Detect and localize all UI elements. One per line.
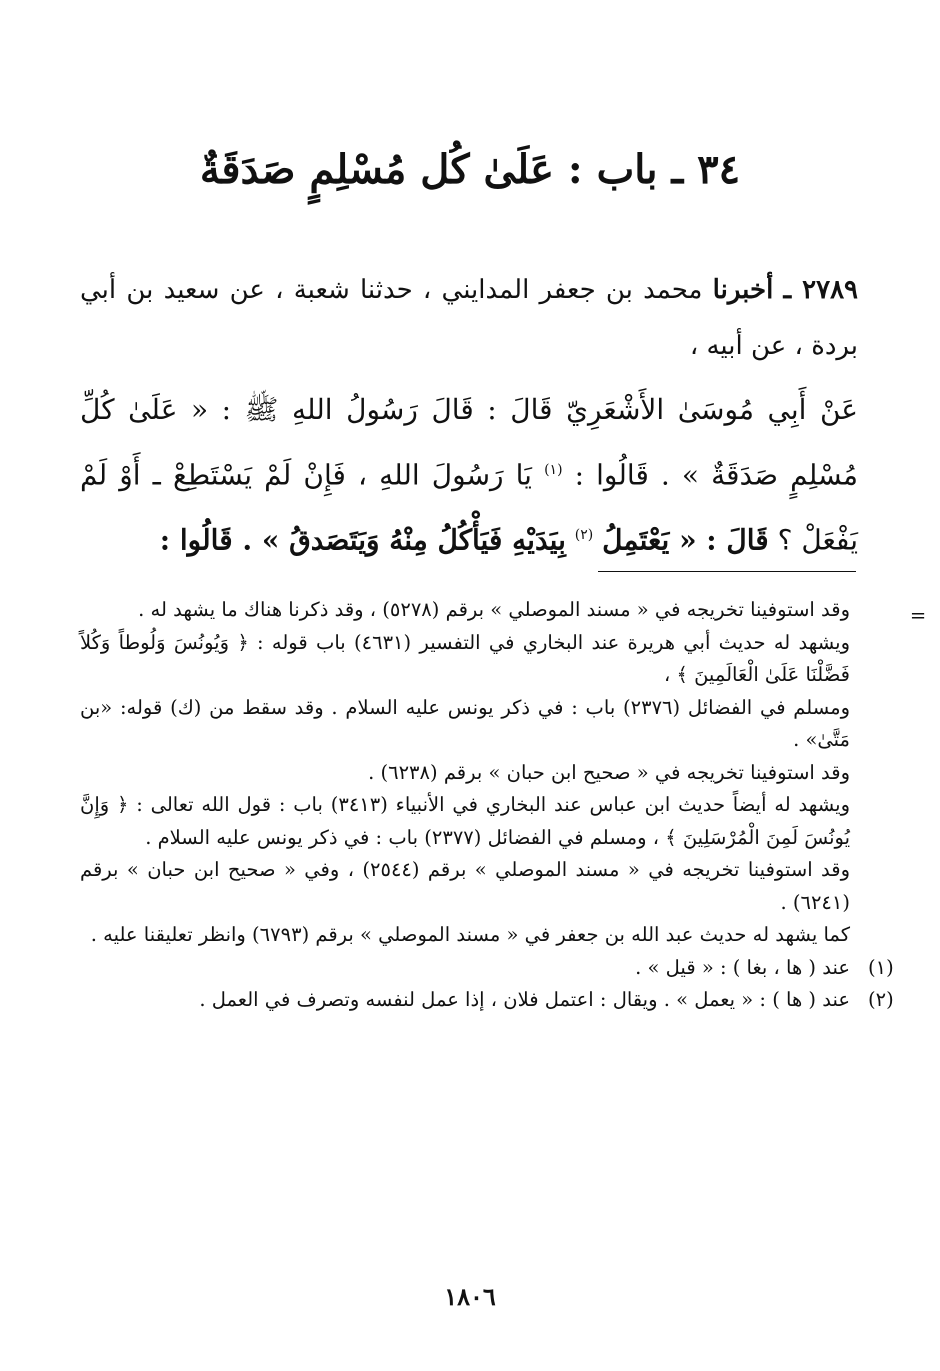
hadith-number: ٢٧٨٩ ـ (783, 275, 858, 305)
matn-line-1: عَنْ أَبِي مُوسَىٰ الأَشْعَرِيّ قَالَ : قَالَ رَسُولُ اللهِ ﷺ : « عَلَىٰ كُلِّ مُسْلِمٍ صَدَقَةٌ » . قَالُوا : (80, 393, 858, 492)
footnote-paragraph: ومسلم في الفضائل (٢٣٧٦) باب : في ذكر يونس عليه السلام . وقد سقط من (ك) قوله: «بن مَتَّىٰ» . (80, 695, 850, 751)
isnad (80, 262, 858, 374)
footnote-separator (598, 571, 856, 572)
footnote-paragraph: وقد استوفينا تخريجه في « مسند الموصلي » برقم (٥٢٧٨) ، وقد ذكرنا هناك ما يشهد له . (138, 598, 850, 621)
matn-line-3b: بِيَدَيْهِ فَيَأْكُلُ مِنْهُ وَيَتَصَدقُ » . قَالُوا : (159, 523, 566, 557)
footnote-paragraph: ويشهد له حديث أبي هريرة عند البخاري في التفسير (٤٦٣١) باب قوله : ﴿ وَيُونُسَ وَلُوطاً وَكُلاً فَضَّلْنَا عَلَىٰ الْعَالَمِينَ ﴾ ، (80, 630, 850, 686)
matn-line-2: يَا رَسُولَ اللهِ ، فَإِنْ لَمْ يَسْتَطِعْ ـ أَوْ لَمْ يَفْعَلْ ؟ (80, 458, 858, 557)
footnote-ref-1: (١) (544, 462, 563, 478)
footnote-paragraph: ويشهد له أيضاً حديث ابن عباس عند البخاري في الأنبياء (٣٤١٣) باب : قول الله تعالى : ﴿ وَإِنَّ يُونُسَ لَمِنَ الْمُرْسَلِينَ ﴾ ، ومسلم في الفضائل (٢٣٧٧) باب : في ذكر يونس عليه السلام . (80, 793, 850, 849)
matn-line-3a: قَالَ : « يَعْتَمِلُ (602, 523, 769, 557)
footnote-ref-2: (٢) (574, 527, 594, 544)
footnote-2 (80, 984, 894, 1017)
footnote-1 (80, 952, 894, 985)
continuation-mark: = (909, 604, 927, 627)
footnote-2-marker: (٢) (868, 988, 894, 1011)
isnad-lead: أخبرنا (712, 275, 774, 305)
footnote-paragraph: وقد استوفينا تخريجه في « صحيح ابن حبان » برقم (٦٢٣٨) . (368, 760, 850, 784)
footnote-paragraph: وقد استوفينا تخريجه في « مسند الموصلي » برقم (٢٥٤٤) ، وفي « صحيح ابن حبان » برقم (٦٢٤١) . (80, 858, 850, 914)
page-number: ١٨٠٦ (444, 1282, 496, 1311)
footnote-1-text: عند ( ها ، بغا ) : « قيل » . (635, 955, 850, 979)
footnotes (80, 594, 927, 1017)
footnote-1-marker: (١) (868, 955, 894, 979)
footnote-2-text: عند ( ها ) : « يعمل » . ويقال : اعتمل فلان ، إذا عمل لنفسه وتصرف في العمل . (199, 988, 850, 1011)
isnad-text: محمد بن جعفر المدايني ، حدثنا شعبة ، عن سعيد بن أبي بردة ، عن أبيه ، (80, 275, 858, 361)
hadith-block (80, 262, 858, 571)
footnote-paragraph: كما يشهد له حديث عبد الله بن جعفر في « مسند الموصلي » برقم (٦٧٩٣) وانظر تعليقنا عليه . (90, 923, 850, 946)
chapter-title: ٣٤ ـ باب : عَلَىٰ كُل مُسْلِمٍ صَدَقَةٌ (199, 146, 741, 193)
matn (80, 380, 858, 571)
